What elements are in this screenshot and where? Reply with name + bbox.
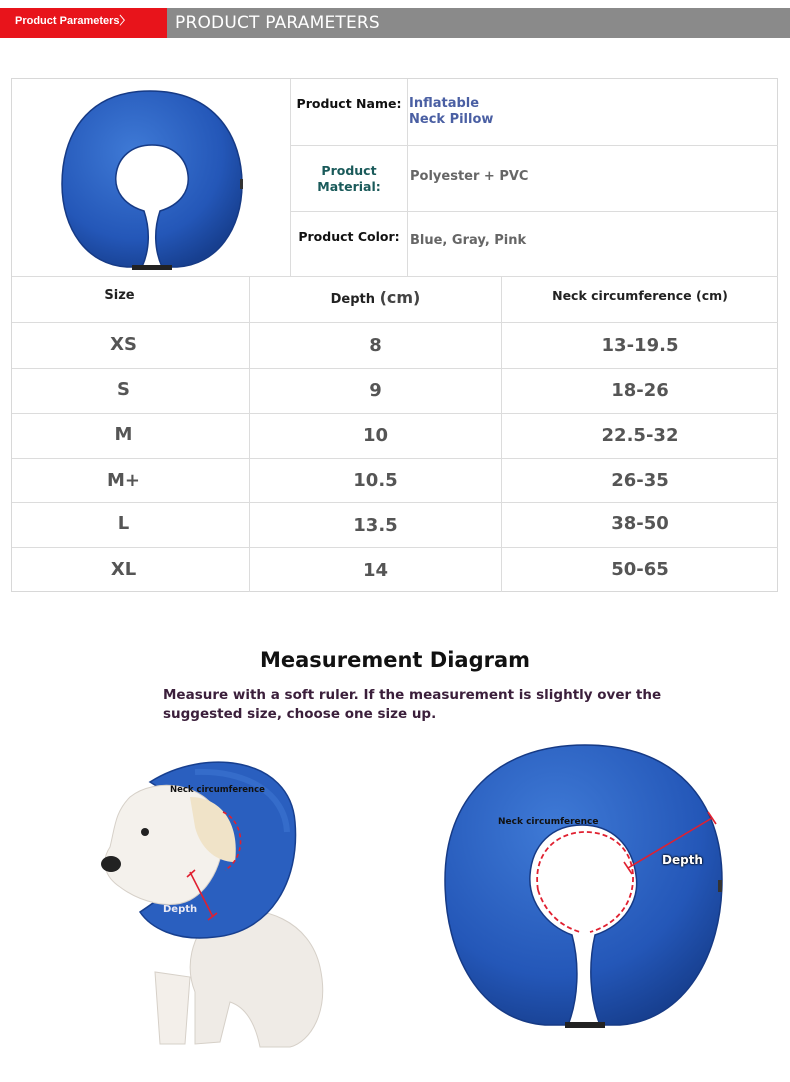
neck-cell: 26-35	[611, 470, 669, 491]
size-cell: L	[117, 513, 130, 534]
depth-cell: 9	[369, 380, 382, 401]
section-title: PRODUCT PARAMETERS	[175, 13, 380, 33]
product-parameters-table	[11, 78, 778, 592]
depth-header: Depth (cm)	[330, 288, 421, 307]
depth-cell: 10	[362, 425, 389, 446]
size-cell: S	[117, 379, 130, 400]
product-name-label: Product Name:	[296, 96, 402, 111]
depth-cell: 10.5	[353, 470, 398, 491]
size-cell: M+	[107, 470, 140, 491]
section-header	[0, 8, 790, 38]
collar-diagram-icon	[440, 740, 730, 1032]
measurement-title: Measurement Diagram	[259, 648, 531, 672]
product-color-label: Product Color:	[298, 229, 400, 244]
size-cell: XS	[110, 334, 137, 355]
product-name-value: Inflatable Neck Pillow	[409, 96, 494, 127]
collar-depth-label: Depth	[662, 853, 703, 867]
product-material-label: Product Material:	[317, 163, 381, 194]
depth-cell: 14	[362, 560, 389, 581]
neck-cell: 50-65	[611, 559, 669, 580]
neck-cell: 22.5-32	[601, 425, 679, 446]
product-color-value: Blue, Gray, Pink	[410, 233, 527, 248]
neck-cell: 18-26	[611, 380, 669, 401]
size-header: Size	[104, 288, 135, 303]
inflatable-collar-icon	[12, 79, 290, 276]
product-material-value: Polyester + PVC	[410, 169, 529, 184]
measurement-note: Measure with a soft ruler. If the measurement is slightly over the suggested size, choose one size up.	[163, 687, 662, 722]
section-tag: Product Parameters〉	[0, 8, 167, 38]
size-cell: XL	[110, 559, 137, 580]
dog-neck-label: Neck circumference	[170, 785, 265, 795]
collar-neck-label: Neck circumference	[498, 817, 599, 827]
dog-icon	[95, 752, 340, 1052]
neck-cell: 38-50	[611, 513, 669, 534]
neck-header: Neck circumference (cm)	[552, 288, 728, 303]
depth-cell: 13.5	[353, 515, 398, 536]
product-image	[12, 79, 290, 276]
size-cell: M	[114, 424, 133, 445]
dog-with-collar-image	[95, 752, 340, 1052]
collar-measurement-image	[440, 740, 730, 1032]
dog-depth-label: Depth	[163, 904, 198, 915]
neck-cell: 13-19.5	[601, 335, 679, 356]
depth-cell: 8	[369, 335, 382, 356]
